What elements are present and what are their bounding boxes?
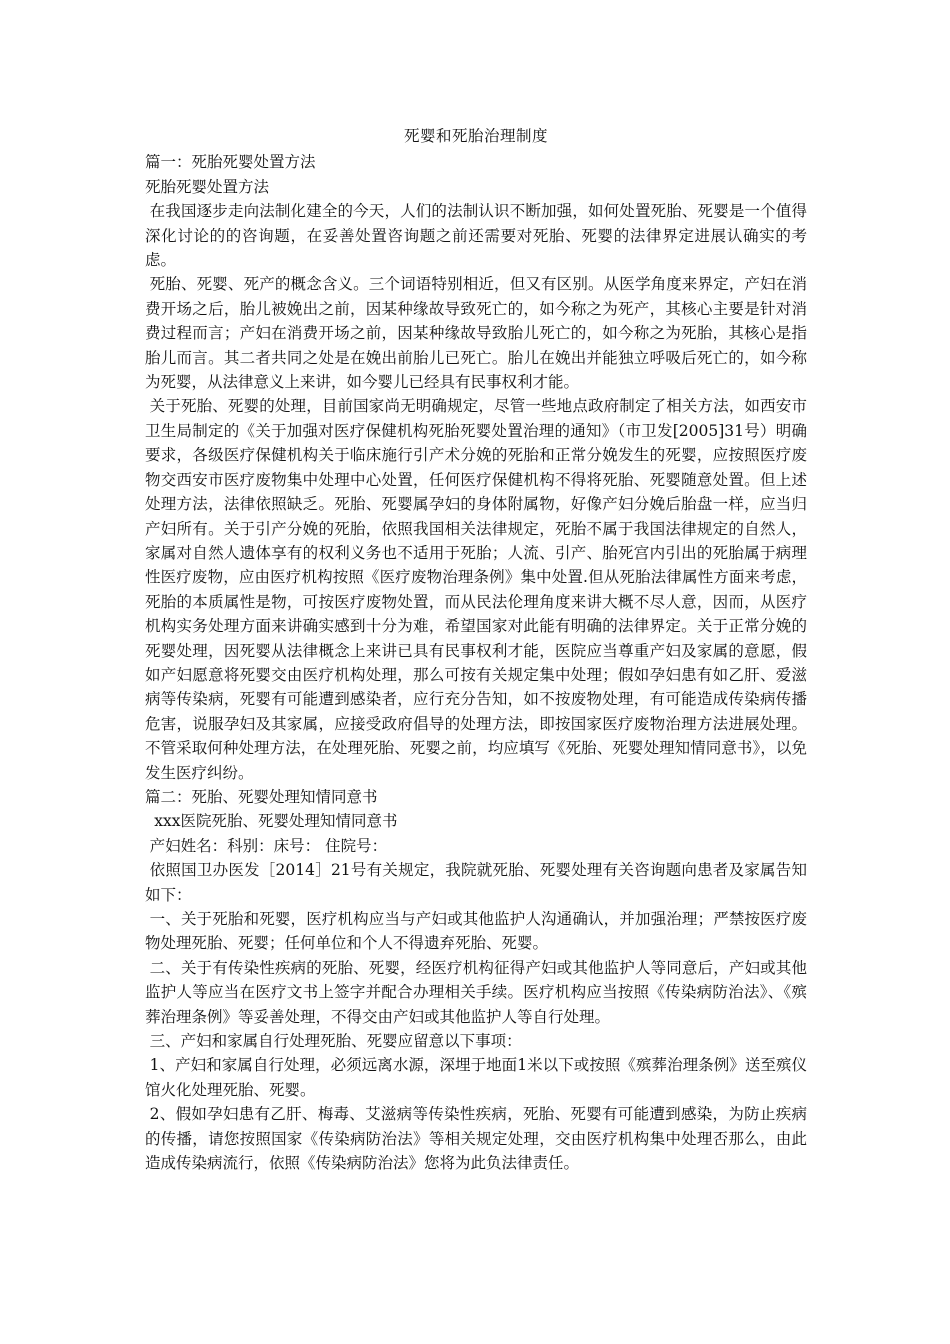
document-page [145, 124, 807, 1175]
list-item: 二、关于有传染性疾病的死胎、死婴，经医疗机构征得产妇或其他监护人等同意后，产妇或其他监护人等应当在医疗文书上签字并配合办理相关手续。医疗机构应当按照《传染病防治法》、《殡葬治理条例》等妥善处理，不得交由产妇或其他监护人等自行处理。 [145, 958, 807, 1026]
body-paragraph: 在我国逐步走向法制化建全的今天，人们的法制认识不断加强，如何处置死胎、死婴是一个值得深化讨论的的咨询题，在妥善处置咨询题之前还需要对死胎、死婴的法律界定进展认确实的考虑。 [145, 202, 807, 270]
subsection-heading-1: 死胎死婴处置方法 [145, 177, 270, 196]
body-paragraph: 依照国卫办医发［2014］21号有关规定，我院就死胎、死婴处理有关咨询题向患者及家属告知如下： [145, 861, 807, 904]
section-heading-1: 篇一：死胎死婴处置方法 [145, 153, 316, 172]
list-item: 2、假如孕妇患有乙肝、梅毒、艾滋病等传染性疾病，死胎、死婴有可能遭到感染，为防止疾病的传播，请您按照国家《传染病防治法》等相关规定处理，交由医疗机构集中处理否那么，由此造成传染病流行，依照《传染病防治法》您将为此负法律责任。 [145, 1105, 807, 1173]
body-paragraph: 死胎、死婴、死产的概念含义。三个词语特别相近，但又有区别。从医学角度来界定，产妇在消费开场之后，胎儿被娩出之前，因某种缘故导致死亡的，如今称之为死产，其核心主要是针对消费过程而言；产妇在消费开场之前，因某种缘故导致胎儿死亡的，如今称之为死胎，其核心是指胎儿而言。其二者共同之处是在娩出前胎儿已死亡。胎儿在娩出并能独立呼吸后死亡的，如今称为死婴，从法律意义上来讲，如今婴儿已经具有民事权利才能。 [145, 275, 807, 392]
form-title: xxx医院死胎、死婴处理知情同意书 [154, 812, 398, 831]
form-fields-line: 产妇姓名：科别：床号： 住院号： [149, 836, 388, 855]
body-paragraph: 关于死胎、死婴的处理，目前国家尚无明确规定，尽管一些地点政府制定了相关方法，如西安市卫生局制定的《关于加强对医疗保健机构死胎死婴处置治理的通知》（市卫发[2005]31号）明确要求，各级医疗保健机构关于临床施行引产术分娩的死胎和正常分娩发生的死婴，应按照医疗废物交西安市医疗废物集中处理中心处置，任何医疗保健机构不得将死胎、死婴随意处置。但上述处理方法，法律依照缺乏。死胎、死婴属孕妇的身体附属物，好像产妇分娩后胎盘一样，应当归产妇所有。关于引产分娩的死胎，依照我国相关法律规定，死胎不属于我国法律规定的自然人，家属对自然人遗体享有的权利义务也不适用于死胎；人流、引产、胎死宫内引出的死胎属于病理性医疗废物，应由医疗机构按照《医疗废物治理条例》集中处置.但从死胎法律属性方面来考虑，死胎的本质属性是物，可按医疗废物处置，而从民法伦理角度来讲大概不尽人意，因而，从医疗机构实务处理方面来讲确实感到十分为难，希望国家对此能有明确的法律界定。关于正常分娩的死婴处理，因死婴从法律概念上来讲已具有民事权利才能，医院应当尊重产妇及家属的意愿，假如产妇愿意将死婴交由医疗机构处理，那么可按有关规定集中处理；假如孕妇患有如乙肝、爱滋病等传染病，死婴有可能遭到感染者，应行充分告知，如不按废物处理，有可能造成传染病传播危害，说服孕妇及其家属，应接受政府倡导的处理方法，即按国家医疗废物治理方法进展处理。不管采取何种处理方法，在处理死胎、死婴之前，均应填写《死胎、死婴处理知情同意书》，以免发生医疗纠纷。 [145, 397, 807, 782]
list-item: 一、关于死胎和死婴，医疗机构应当与产妇或其他监护人沟通确认，并加强治理；严禁按医疗废物处理死胎、死婴；任何单位和个人不得遗弃死胎、死婴。 [145, 910, 807, 953]
document-title: 死婴和死胎治理制度 [403, 127, 548, 145]
section-heading-2: 篇二：死胎、死婴处理知情同意书 [145, 787, 378, 806]
list-item: 三、产妇和家属自行处理死胎、死婴应留意以下事项： [149, 1032, 522, 1051]
list-item: 1、产妇和家属自行处理，必须远离水源，深埋于地面1米以下或按照《殡葬治理条例》送至殡仪馆火化处理死胎、死婴。 [145, 1056, 807, 1099]
